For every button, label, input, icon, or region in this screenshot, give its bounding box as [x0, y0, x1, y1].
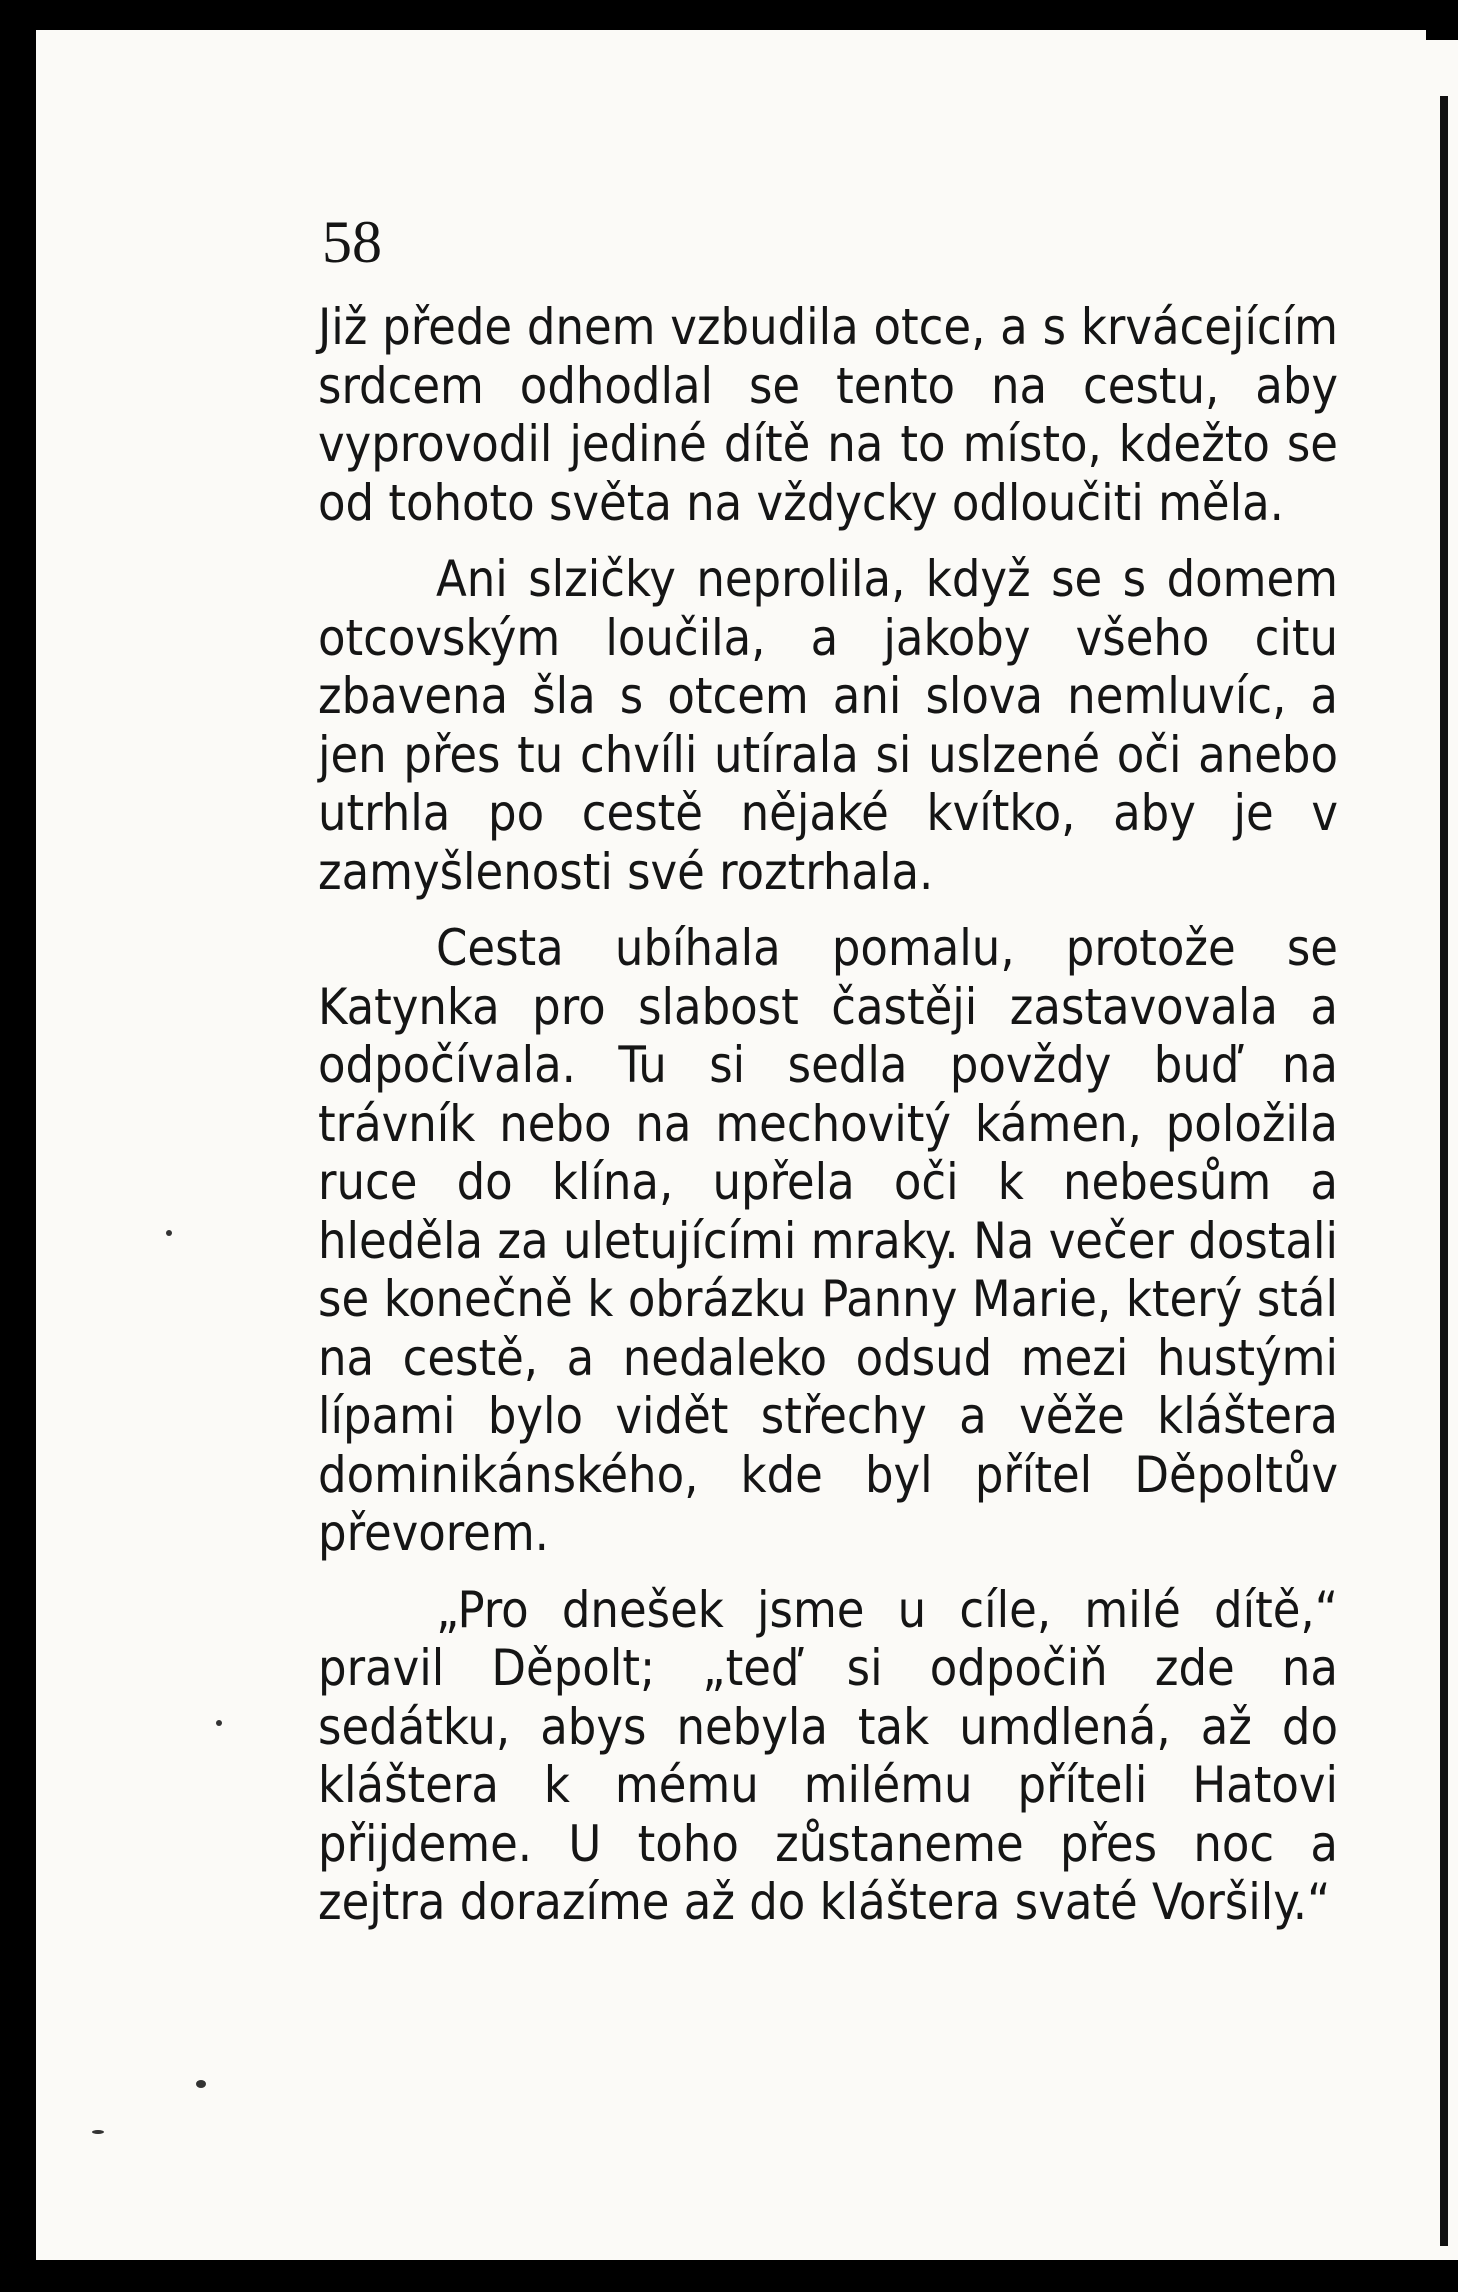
- scan-speck: [166, 1230, 172, 1236]
- page-edge: [1422, 40, 1458, 2260]
- binding-edge-line: [1440, 96, 1448, 2246]
- page-text: [318, 298, 1338, 1950]
- page-number: 58: [322, 209, 382, 275]
- scan-speck: [196, 2080, 206, 2088]
- book-page: [36, 30, 1426, 2260]
- scan-speck: [92, 2130, 104, 2134]
- paragraph-3: Cesta ubíhala pomalu, protože se Katynka pro slabost častěji zastavovala a odpočívala. Tu si sedla povždy buď na trávník nebo na mechovitý kámen, položila ruce do klína, upřela oči k nebesům a hleděla za uletujícími mraky. Na večer dostali se konečně k obrázku Panny Marie, který stál na cestě, a nedaleko odsud mezi hustými lípami bylo vidět střechy a věže kláštera dominikánského, kde byl přítel Děpoltův převorem.: [318, 919, 1338, 1562]
- paragraph-2: Ani slzičky neprolila, když se s domem otcovským loučila, a jakoby všeho citu zbavena šla s otcem ani slova nemluvíc, a jen přes tu chvíli utírala si uslzené oči anebo utrhla po cestě nějaké kvítko, aby je v zamyšlenosti své roztrhala.: [318, 550, 1338, 901]
- paragraph-1: Již přede dnem vzbudila otce, a s krvácejícím srdcem odhodlal se tento na cestu, aby vyprovodil jediné dítě na to místo, kdežto se od tohoto světa na vždycky odloučiti měla.: [318, 298, 1338, 532]
- paragraph-4: „Pro dnešek jsme u cíle, milé dítě,“ pravil Děpolt; „teď si odpočiň zde na sedátku, abys nebyla tak umdlená, až do kláštera k mému milému příteli Hatovi přijdeme. U toho zůstaneme přes noc a zejtra dorazíme až do kláštera svaté Voršily.“: [318, 1580, 1338, 1931]
- scan-speck: [216, 1720, 222, 1726]
